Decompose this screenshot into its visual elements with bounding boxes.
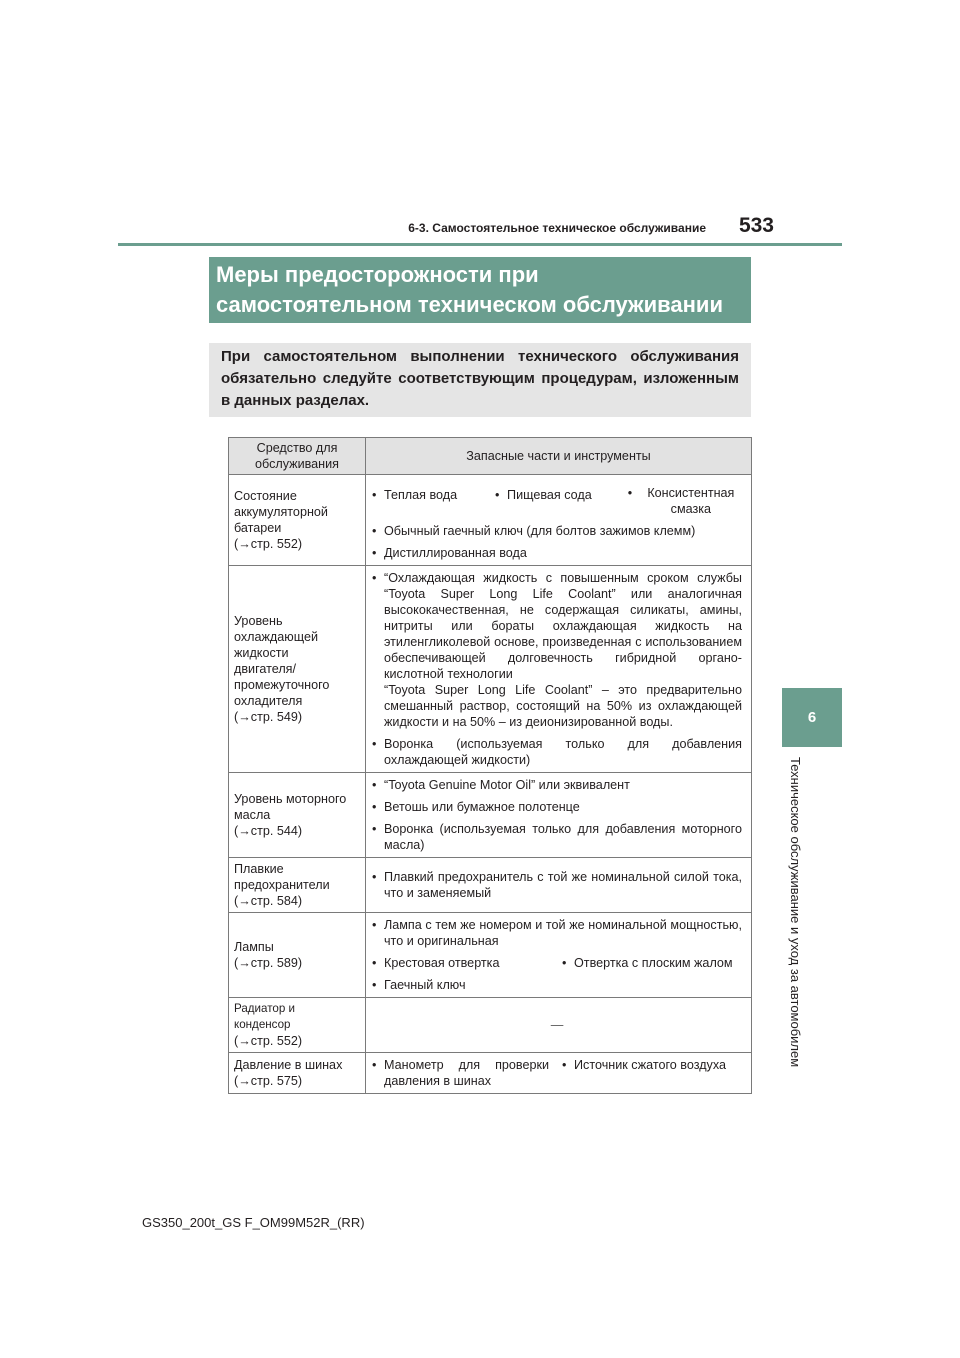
item-line: конденсор	[234, 1018, 291, 1031]
item-page-ref: (→стр. 552)	[234, 1034, 303, 1048]
chapter-tab[interactable]	[782, 688, 842, 747]
item-tire-pressure	[229, 1053, 366, 1094]
item-line: Радиатор и	[234, 1002, 296, 1015]
item-line: масла	[234, 808, 271, 822]
intro-text: При самостоятельном выполнении технического обслуживания обязательно следуйте соответствующим процедурам, изложенным в данных разделах.	[209, 343, 751, 417]
item-page-ref: (→стр. 544)	[234, 824, 303, 838]
tool-item: • Крестовая отвертка	[372, 955, 562, 971]
item-page-ref: (→стр. 552)	[234, 537, 303, 551]
tool-item: • Отвертка с плоским жалом	[562, 955, 739, 971]
item-line: охладителя	[234, 694, 303, 708]
page-number: 533	[738, 214, 774, 237]
item-battery	[229, 475, 366, 566]
item-line: Лампы	[234, 940, 274, 954]
item-page-ref: (→стр. 584)	[234, 894, 303, 908]
item-line: Уровень моторного	[234, 792, 347, 806]
tool-item: • “Toyota Genuine Motor Oil” или эквивалент	[372, 777, 742, 793]
tool-item: • Дистиллированная вода	[372, 545, 742, 561]
item-coolant	[229, 566, 366, 773]
tool-item: • Гаечный ключ	[372, 977, 742, 993]
maintenance-table	[228, 437, 752, 1094]
item-line: двигателя/	[234, 662, 296, 676]
tool-item: • Ветошь или бумажное полотенце	[372, 799, 742, 815]
tools-engine-oil	[366, 773, 752, 858]
item-line: Плавкие	[234, 862, 284, 876]
tool-item: • Плавкий предохранитель с той же номинальной силой тока, что и заменяемый	[372, 869, 742, 901]
header-parts-tools: Запасные части и инструменты	[366, 438, 752, 475]
item-fuses	[229, 858, 366, 913]
table-row	[229, 858, 752, 913]
item-page-ref: (→стр. 589)	[234, 956, 303, 970]
tool-item: • Консистентная смазка	[628, 485, 742, 517]
table-row	[229, 998, 752, 1053]
tools-inline-row	[372, 479, 742, 517]
tool-text: • “Охлаждающая жидкость с повышенным сроком службы “Toyota Super Long Life Coolant” или аналогичная высококачественная, не содержащая силикаты, амины, нитриты или бораты охлаждающая жидкость на этиленгликолевой основе, произведенная с использованием обеспечивающей долговечность гибридной органо-кислотной технологии	[384, 571, 742, 681]
item-line: Давление в шинах	[234, 1058, 343, 1072]
tool-item: • Воронка (используемая только для добавления моторного масла)	[372, 821, 742, 853]
item-line: Состояние	[234, 489, 297, 503]
table-row	[229, 475, 752, 566]
chapter-title: Техническое обслуживание и уход за автомобилем	[788, 757, 803, 1068]
title-line-1: Меры предосторожности при	[216, 262, 539, 287]
table-row	[229, 913, 752, 998]
header-rule	[118, 243, 842, 246]
tools-battery	[366, 475, 752, 566]
item-bulbs	[229, 913, 366, 998]
tool-item: • Обычный гаечный ключ (для болтов зажимов клемм)	[372, 523, 742, 539]
item-line: жидкости	[234, 646, 289, 660]
tools-inline-row	[372, 1057, 742, 1089]
item-line: Уровень	[234, 614, 283, 628]
tools-coolant	[366, 566, 752, 773]
item-page-ref: (→стр. 549)	[234, 710, 303, 724]
item-line: предохранители	[234, 878, 330, 892]
tools-tire-pressure	[366, 1053, 752, 1094]
tool-item: • Пищевая сода	[495, 487, 628, 503]
item-engine-oil	[229, 773, 366, 858]
tool-item: • Источник сжатого воздуха	[562, 1057, 739, 1073]
tool-item: • Воронка (используемая только для добавления охлаждающей жидкости)	[372, 736, 742, 768]
item-line: батареи	[234, 521, 282, 535]
tool-note: “Toyota Super Long Life Coolant” – это предварительно смешанный раствор, состоящий на 50% из охлаждающей жидкости и на 50% – из деионизированной воды.	[384, 683, 742, 729]
tools-fuses	[366, 858, 752, 913]
item-line: промежуточного	[234, 678, 330, 692]
table-row	[229, 773, 752, 858]
item-line: аккумуляторной	[234, 505, 328, 519]
tool-item: • Теплая вода	[372, 487, 495, 503]
title-line-2: самостоятельном техническом обслуживании	[216, 292, 723, 317]
header-maintenance-item: Средство для обслуживания	[229, 438, 366, 475]
table-row	[229, 1053, 752, 1094]
page-title	[209, 257, 751, 323]
tool-item	[372, 570, 742, 730]
item-page-ref: (→стр. 575)	[234, 1074, 303, 1088]
item-radiator	[229, 998, 366, 1053]
tool-item: • Лампа с тем же номером и той же номинальной мощностью, что и оригинальная	[372, 917, 742, 949]
footer-code: GS350_200t_GS F_OM99M52R_(RR)	[142, 1215, 365, 1230]
tools-inline-row	[372, 955, 742, 971]
tool-item: • Манометр для проверки давления в шинах	[372, 1057, 549, 1089]
table-header-row	[229, 438, 752, 475]
chapter-number: 6	[807, 709, 817, 726]
section-header: 6-3. Самостоятельное техническое обслуживание	[408, 221, 706, 235]
item-line: охлаждающей	[234, 630, 318, 644]
tools-bulbs	[366, 913, 752, 998]
table-row	[229, 566, 752, 773]
tools-radiator: —	[366, 998, 752, 1053]
